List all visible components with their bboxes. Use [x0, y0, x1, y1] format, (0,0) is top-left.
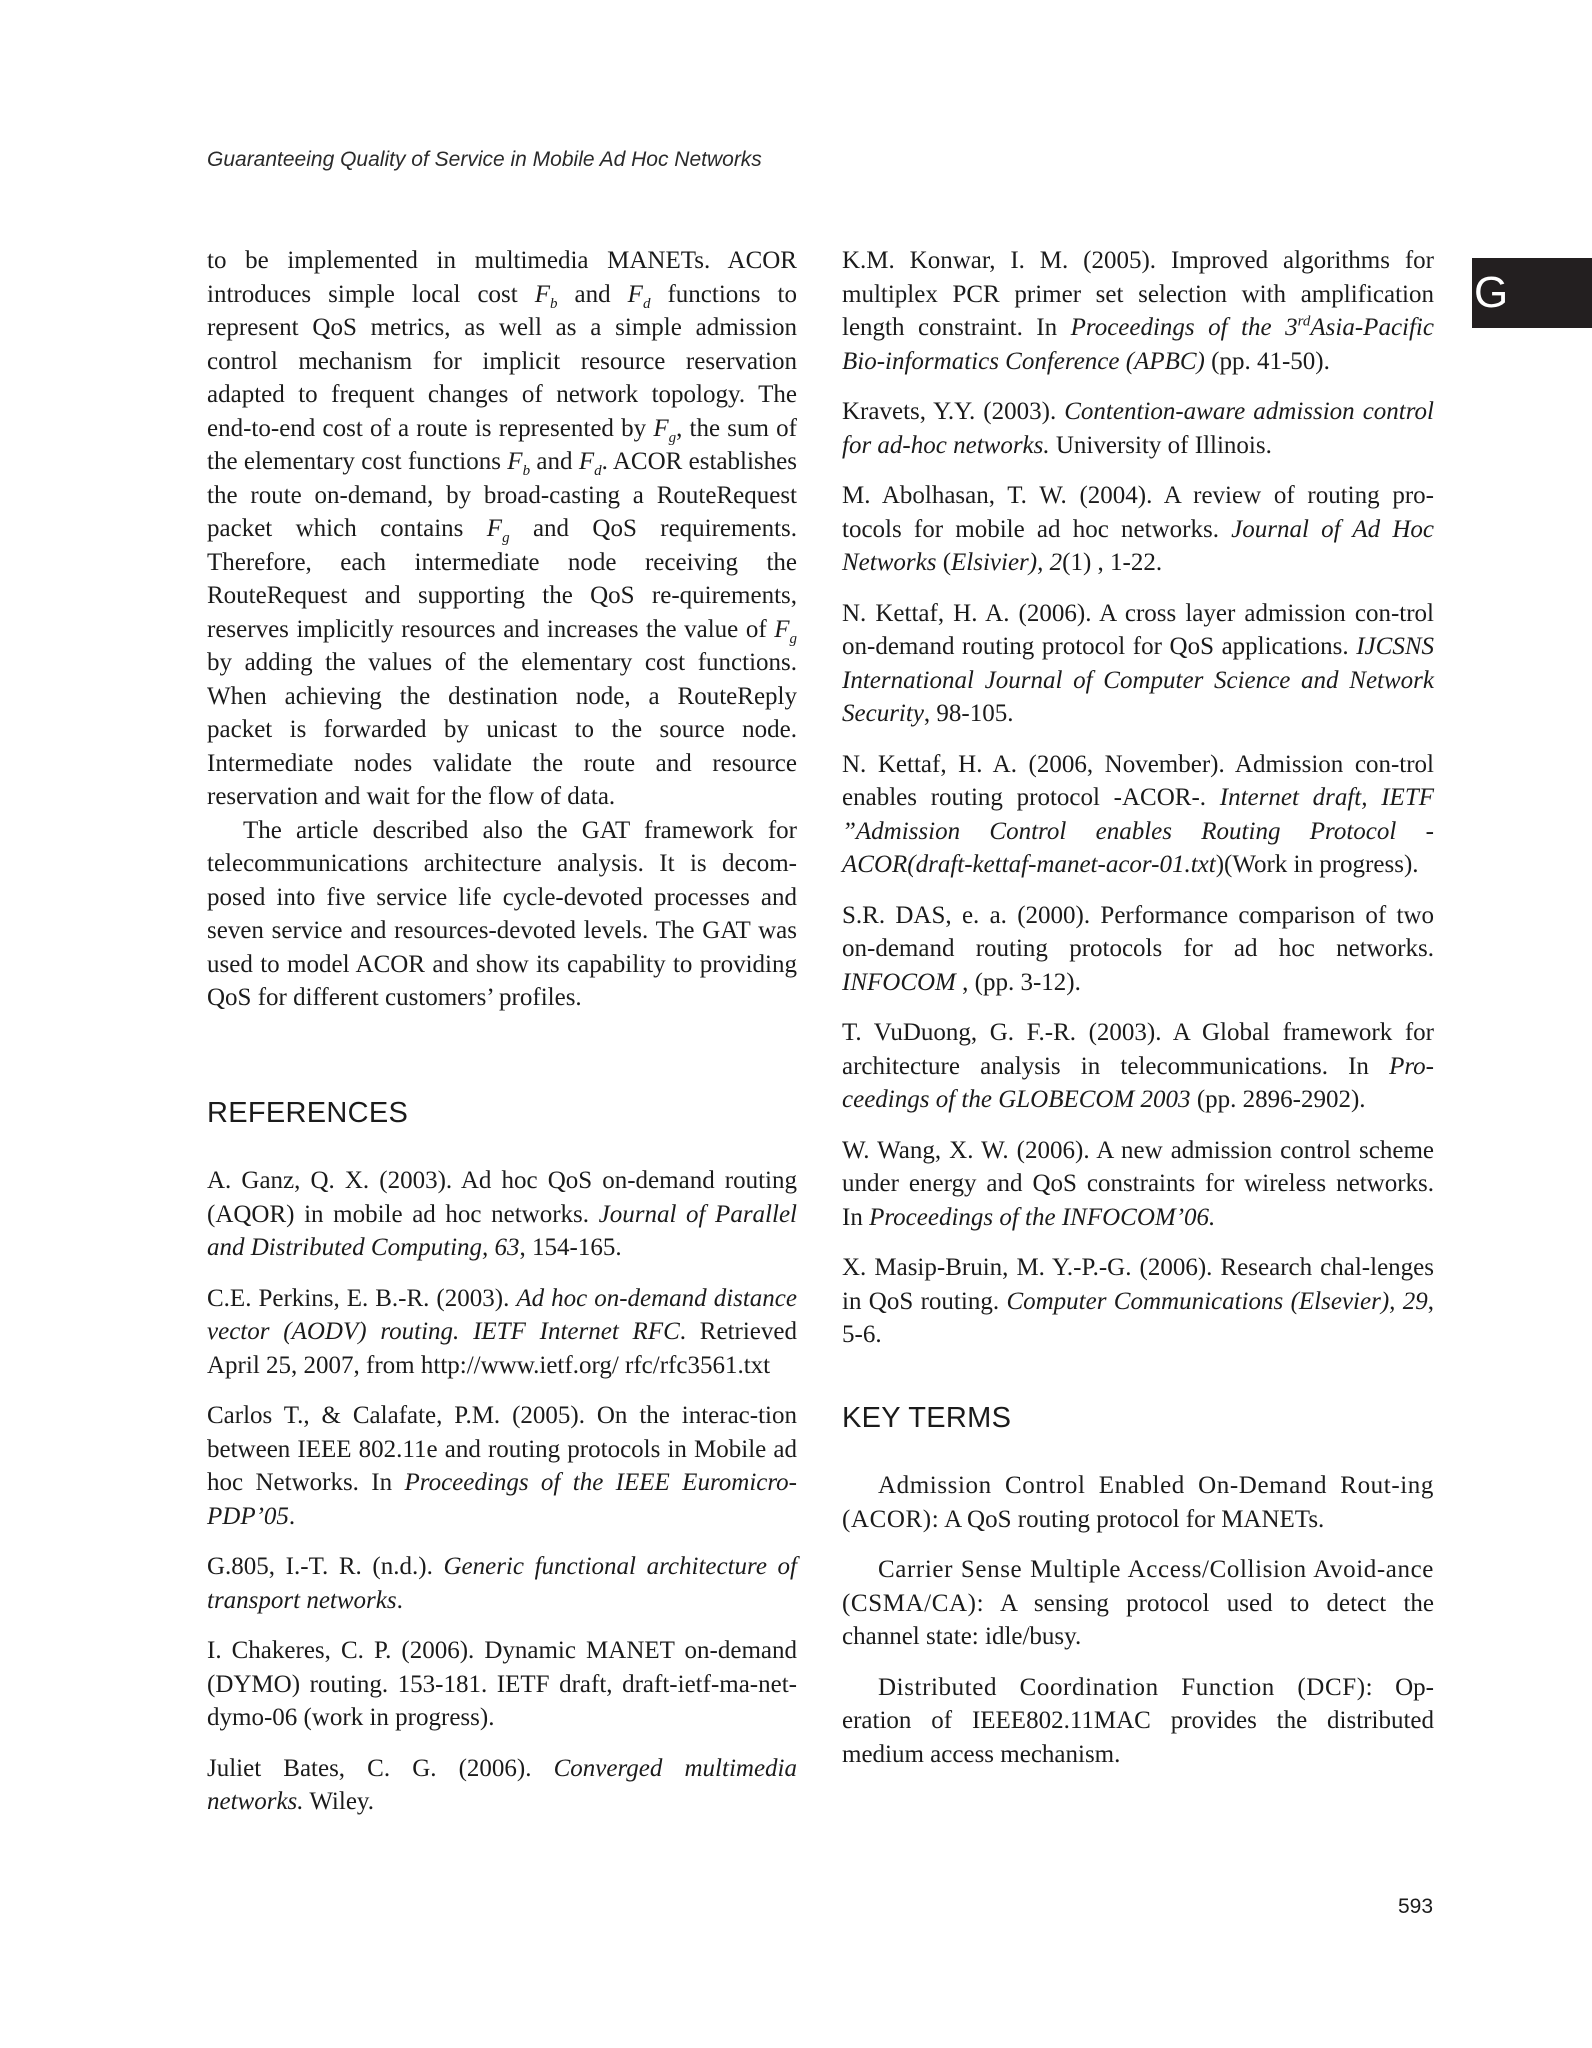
key-term-item: [842, 1553, 1434, 1654]
key-term-definition: Op-eration of IEEE802.11MAC provides the distributed medium access mechanism.: [842, 1673, 1434, 1768]
subscript: d: [642, 295, 651, 312]
subscript: b: [550, 295, 558, 312]
symbol-f: F: [534, 280, 551, 308]
text-run: and: [530, 448, 579, 475]
reference-item: W. Wang, X. W. (2006). A new admission control scheme under energy and QoS constraints for wireless networks. In Proceedings of the INFOCOM’06.: [842, 1136, 1434, 1231]
reference-item: M. Abolhasan, T. W. (2004). A review of routing pro-tocols for mobile ad hoc networks. Journal of Ad Hoc Networks (Elsivier), 2(1) , 1-22.: [842, 482, 1434, 576]
reference-item: G.805, I.-T. R. (n.d.). Generic functional architecture of transport networks.: [207, 1553, 797, 1614]
key-term-name: Distributed Coordination Function (DCF):: [878, 1673, 1374, 1701]
body-paragraph-2: The article described also the GAT framework for telecommunications architecture analysis. It is decom-posed into five service life cycle-devoted processes and seven service and resources-devoted levels. The GAT was used to model ACOR and show its capability to providing QoS for different customers’ profiles.: [207, 816, 797, 1011]
reference-item: S.R. DAS, e. a. (2000). Performance comparison of two on-demand routing protocols for ad hoc networks. INFOCOM , (pp. 3-12).: [842, 901, 1434, 996]
symbol-f: F: [486, 515, 503, 542]
key-term-item: [842, 1671, 1434, 1772]
key-term-name: Carrier Sense Multiple Access/Collision Avoid-ance (CSMA/CA):: [842, 1556, 1434, 1617]
reference-item: I. Chakeres, C. P. (2006). Dynamic MANET on-demand (DYMO) routing. 153-181. IETF draft, draft-ietf-ma-net-dymo-06 (work in progress).: [207, 1637, 797, 1731]
section-tab: G: [1472, 258, 1592, 328]
key-term-definition: A sensing protocol used to detect the channel state: idle/busy.: [842, 1589, 1434, 1650]
reference-item: A. Ganz, Q. X. (2003). Ad hoc QoS on-demand routing (AQOR) in mobile ad hoc networks. Journal of Parallel and Distributed Computing, 63, 154-165.: [207, 1167, 797, 1261]
text-run: to be implemented in multimedia MANETs. ACOR introduces simple local cost: [207, 247, 797, 308]
key-term-definition: A QoS routing protocol for MANETs.: [939, 1505, 1325, 1533]
key-term-item: [842, 1469, 1434, 1536]
body-paragraph-1: [207, 244, 797, 814]
references-heading: REFERENCES: [207, 1096, 409, 1129]
subscript: g: [789, 630, 797, 647]
reference-item: N. Kettaf, H. A. (2006, November). Admission con-trol enables routing protocol -ACOR-. Internet draft, IETF ”Admission Control enables Routing Protocol -ACOR(draft-kettaf-manet-acor-01.txt)(Work in progress).: [842, 750, 1434, 878]
text-run: and: [557, 280, 628, 308]
subscript: g: [502, 530, 510, 546]
symbol-f: F: [578, 448, 595, 475]
running-head: Guaranteeing Quality of Service in Mobile Ad Hoc Networks: [207, 148, 762, 171]
text-run: , the sum of the elementary cost functions: [207, 414, 797, 475]
text-run: and QoS requirements. Therefore, each intermediate node receiving the RouteRequest and supporting the QoS re-quirements, reserves implicitly resources and increases the value of: [207, 515, 797, 643]
key-term-name: Admission Control Enabled On-Demand Rout-ing (ACOR):: [842, 1472, 1434, 1533]
text-run: by adding the values of the elementary cost functions. When achieving the destination node, a RouteReply packet is forwarded by unicast to the source node. Intermediate nodes validate the route and resource reservation and wait for the flow of data.: [207, 649, 797, 810]
reference-item: Carlos T., & Calafate, P.M. (2005). On the interac-tion between IEEE 802.11e and routing protocols in Mobile ad hoc Networks. In Proceedings of the IEEE Euromicro-PDP’05.: [207, 1402, 797, 1530]
reference-item: Kravets, Y.Y. (2003). Contention-aware admission control for ad-hoc networks. University of Illinois.: [842, 398, 1434, 459]
symbol-f: F: [627, 280, 643, 308]
text-run: functions to represent QoS metrics, as well as a simple admission control mechanism for implicit resource reservation adapted to frequent changes of network topology. The end-to-end cost of a route is represented by: [207, 280, 797, 442]
symbol-f: F: [507, 448, 523, 475]
reference-item: N. Kettaf, H. A. (2006). A cross layer admission con-trol on-demand routing protocol for QoS applications. IJCSNS International Journal of Computer Science and Network Security, 98-105.: [842, 599, 1434, 727]
key-terms-heading: KEY TERMS: [842, 1401, 1012, 1434]
symbol-f: F: [653, 414, 669, 442]
reference-item: X. Masip-Bruin, M. Y.-P.-G. (2006). Research chal-lenges in QoS routing. Computer Communications (Elsevier), 29, 5-6.: [842, 1254, 1434, 1348]
subscript: d: [594, 463, 602, 479]
symbol-f: F: [774, 615, 790, 643]
reference-item: Juliet Bates, C. G. (2006). Converged multimedia networks. Wiley.: [207, 1754, 797, 1815]
left-column: [207, 244, 797, 1819]
reference-item: C.E. Perkins, E. B.-R. (2003). Ad hoc on-demand distance vector (AODV) routing. IETF Internet RFC. Retrieved April 25, 2007, from http://www.ietf.org/ rfc/rfc3561.txt: [207, 1284, 798, 1379]
text-run: . ACOR establishes the route on-demand, by broad-casting a RouteRequest packet which contains: [207, 448, 797, 542]
reference-item: K.M. Konwar, I. M. (2005). Improved algorithms for multiplex PCR primer set selection with amplification length constraint. In Proceedings of the 3rdAsia-Pacific Bio-informatics Conference (APBC) (pp. 41-50).: [842, 247, 1434, 375]
subscript: g: [668, 429, 677, 446]
subscript: b: [522, 463, 531, 479]
right-column: [842, 244, 1434, 1771]
reference-item: T. VuDuong, G. F.-R. (2003). A Global framework for architecture analysis in telecommunications. In Pro-ceedings of the GLOBECOM 2003 (pp. 2896-2902).: [842, 1019, 1434, 1113]
page-number: 593: [1398, 1895, 1434, 1918]
